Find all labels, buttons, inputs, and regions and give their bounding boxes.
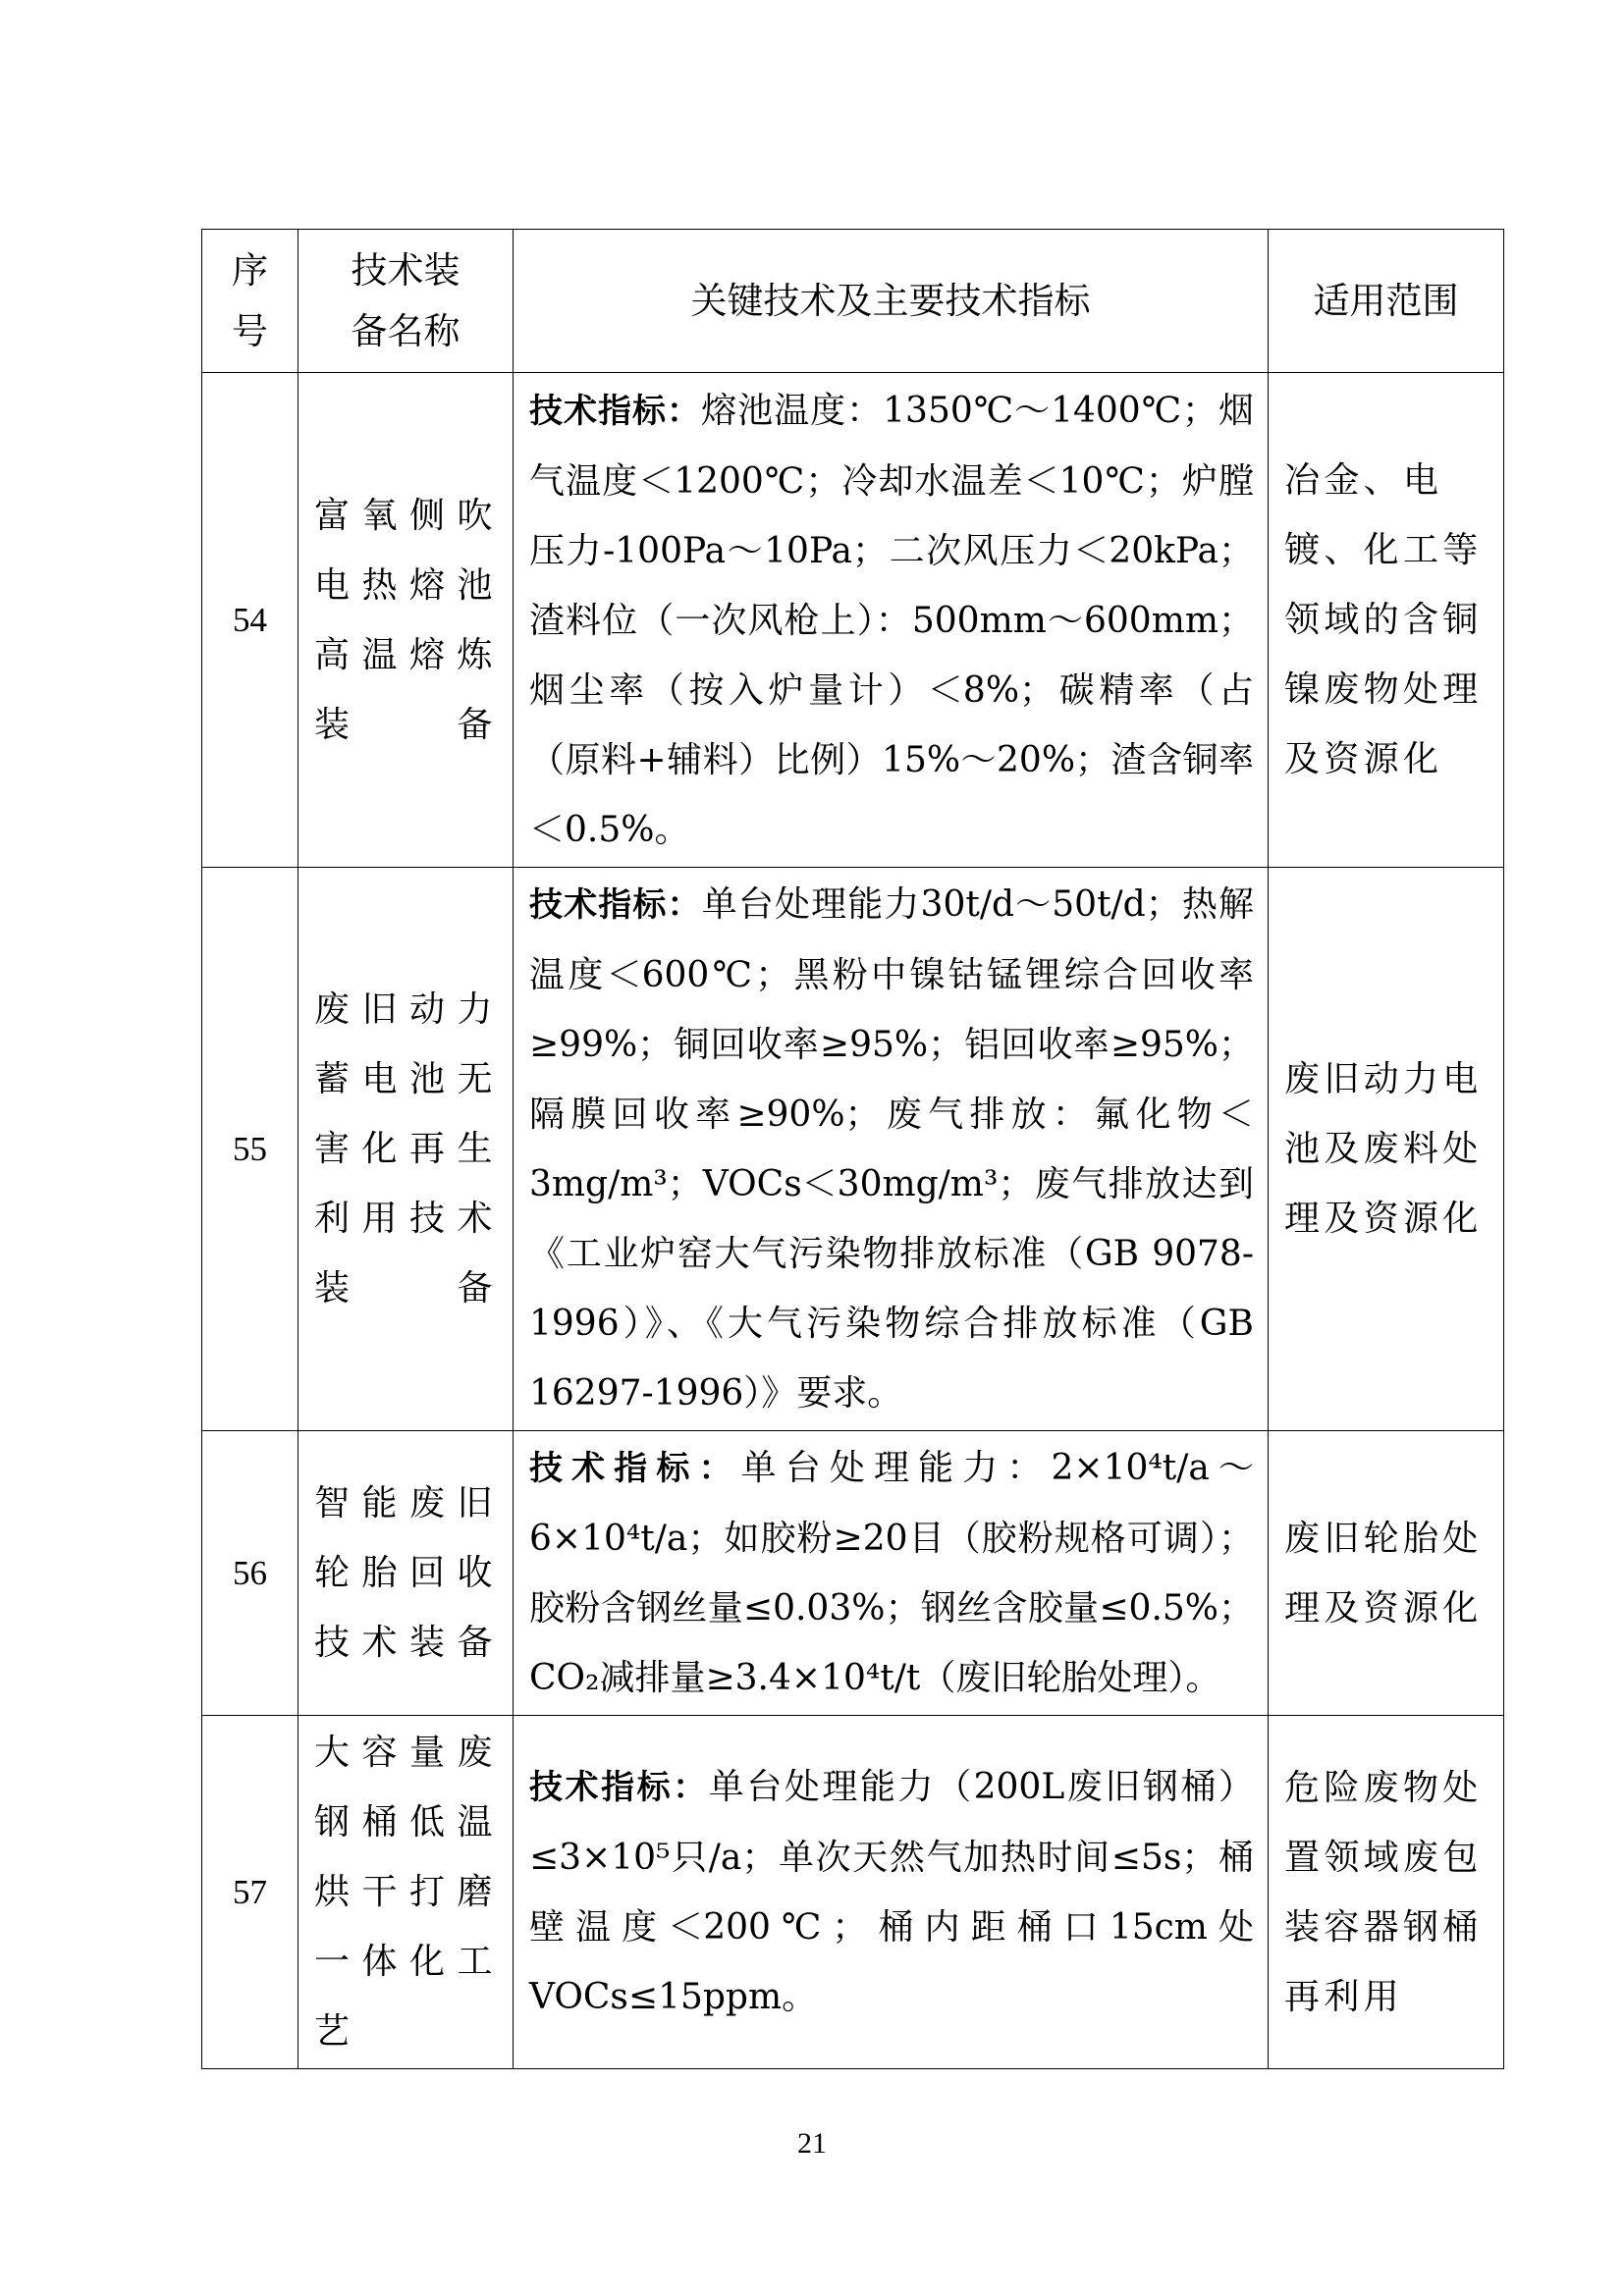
tech-text: 单台处理能力：2×10⁴t/a～6×10⁴t/a；如胶粉≥20目（胶粉规格可调）；胶粉含钢丝量≤0.03%；钢丝含胶量≤0.5%；CO₂减排量≥3.4×10⁴t/t（废旧轮胎处理）。	[529, 1448, 1254, 1698]
row-tech	[514, 373, 1269, 868]
tech-label: 技术指标：	[529, 1449, 741, 1488]
row-name: 富氧侧吹电热熔池高温熔炼装备	[298, 373, 514, 868]
row-tech	[514, 1431, 1269, 1716]
row-scope: 废旧轮胎处理及资源化	[1269, 1431, 1504, 1716]
table-row	[202, 868, 1504, 1431]
tech-label: 技术指标：	[529, 1768, 709, 1807]
tech-text: 单台处理能力（200L废旧钢桶）≤3×10⁵只/a；单次天然气加热时间≤5s；桶壁温度＜200℃；桶内距桶口15cm处VOCs≤15ppm。	[529, 1767, 1255, 2017]
table-row	[202, 373, 1504, 868]
row-scope: 冶金、电镀、化工等领域的含铜镍废物处理及资源化	[1269, 373, 1504, 868]
row-name: 废旧动力蓄电池无害化再生利用技术装备	[298, 868, 514, 1431]
tech-text: 单台处理能力30t/d～50t/d；热解温度＜600℃；黑粉中镍钴锰锂综合回收率≥99%；铜回收率≥95%；铝回收率≥95%；隔膜回收率≥90%；废气排放：氟化物＜3mg/m³；VOCs＜30mg/m³；废气排放达到《工业炉窑大气污染物排放标准（GB 9078-1996）》、《大气污染物综合排放标准（GB 16297-1996）》要求。	[529, 884, 1254, 1414]
row-seq: 55	[202, 868, 298, 1431]
row-name: 智能废旧轮胎回收技术装备	[298, 1431, 514, 1716]
header-row	[202, 230, 1504, 373]
header-name: 技术装备名称	[298, 230, 514, 373]
row-name: 大容量废钢桶低温烘干打磨一体化工艺	[298, 1716, 514, 2069]
row-tech	[514, 868, 1269, 1431]
header-seq: 序号	[202, 230, 298, 373]
table-row	[202, 1716, 1504, 2069]
tech-text: 熔池温度：1350℃～1400℃；烟气温度＜1200℃；冷却水温差＜10℃；炉膛压力-100Pa～10Pa；二次风压力＜20kPa；渣料位（一次风枪上）：500mm～600mm；烟尘率（按入炉量计）＜8%；碳精率（占（原料+辅料）比例）15%～20%；渣含铜率＜0.5%。	[529, 390, 1255, 850]
table-row	[202, 1431, 1504, 1716]
header-scope: 适用范围	[1269, 230, 1504, 373]
header-tech: 关键技术及主要技术指标	[514, 230, 1269, 373]
row-seq: 57	[202, 1716, 298, 2069]
row-scope: 危险废物处置领域废包装容器钢桶再利用	[1269, 1716, 1504, 2069]
tech-label: 技术指标：	[529, 391, 702, 431]
page-number: 21	[797, 2127, 827, 2160]
tech-label: 技术指标：	[529, 885, 702, 925]
row-tech	[514, 1716, 1269, 2069]
data-table	[201, 229, 1504, 2069]
row-scope: 废旧动力电池及废料处理及资源化	[1269, 868, 1504, 1431]
row-seq: 56	[202, 1431, 298, 1716]
row-seq: 54	[202, 373, 298, 868]
